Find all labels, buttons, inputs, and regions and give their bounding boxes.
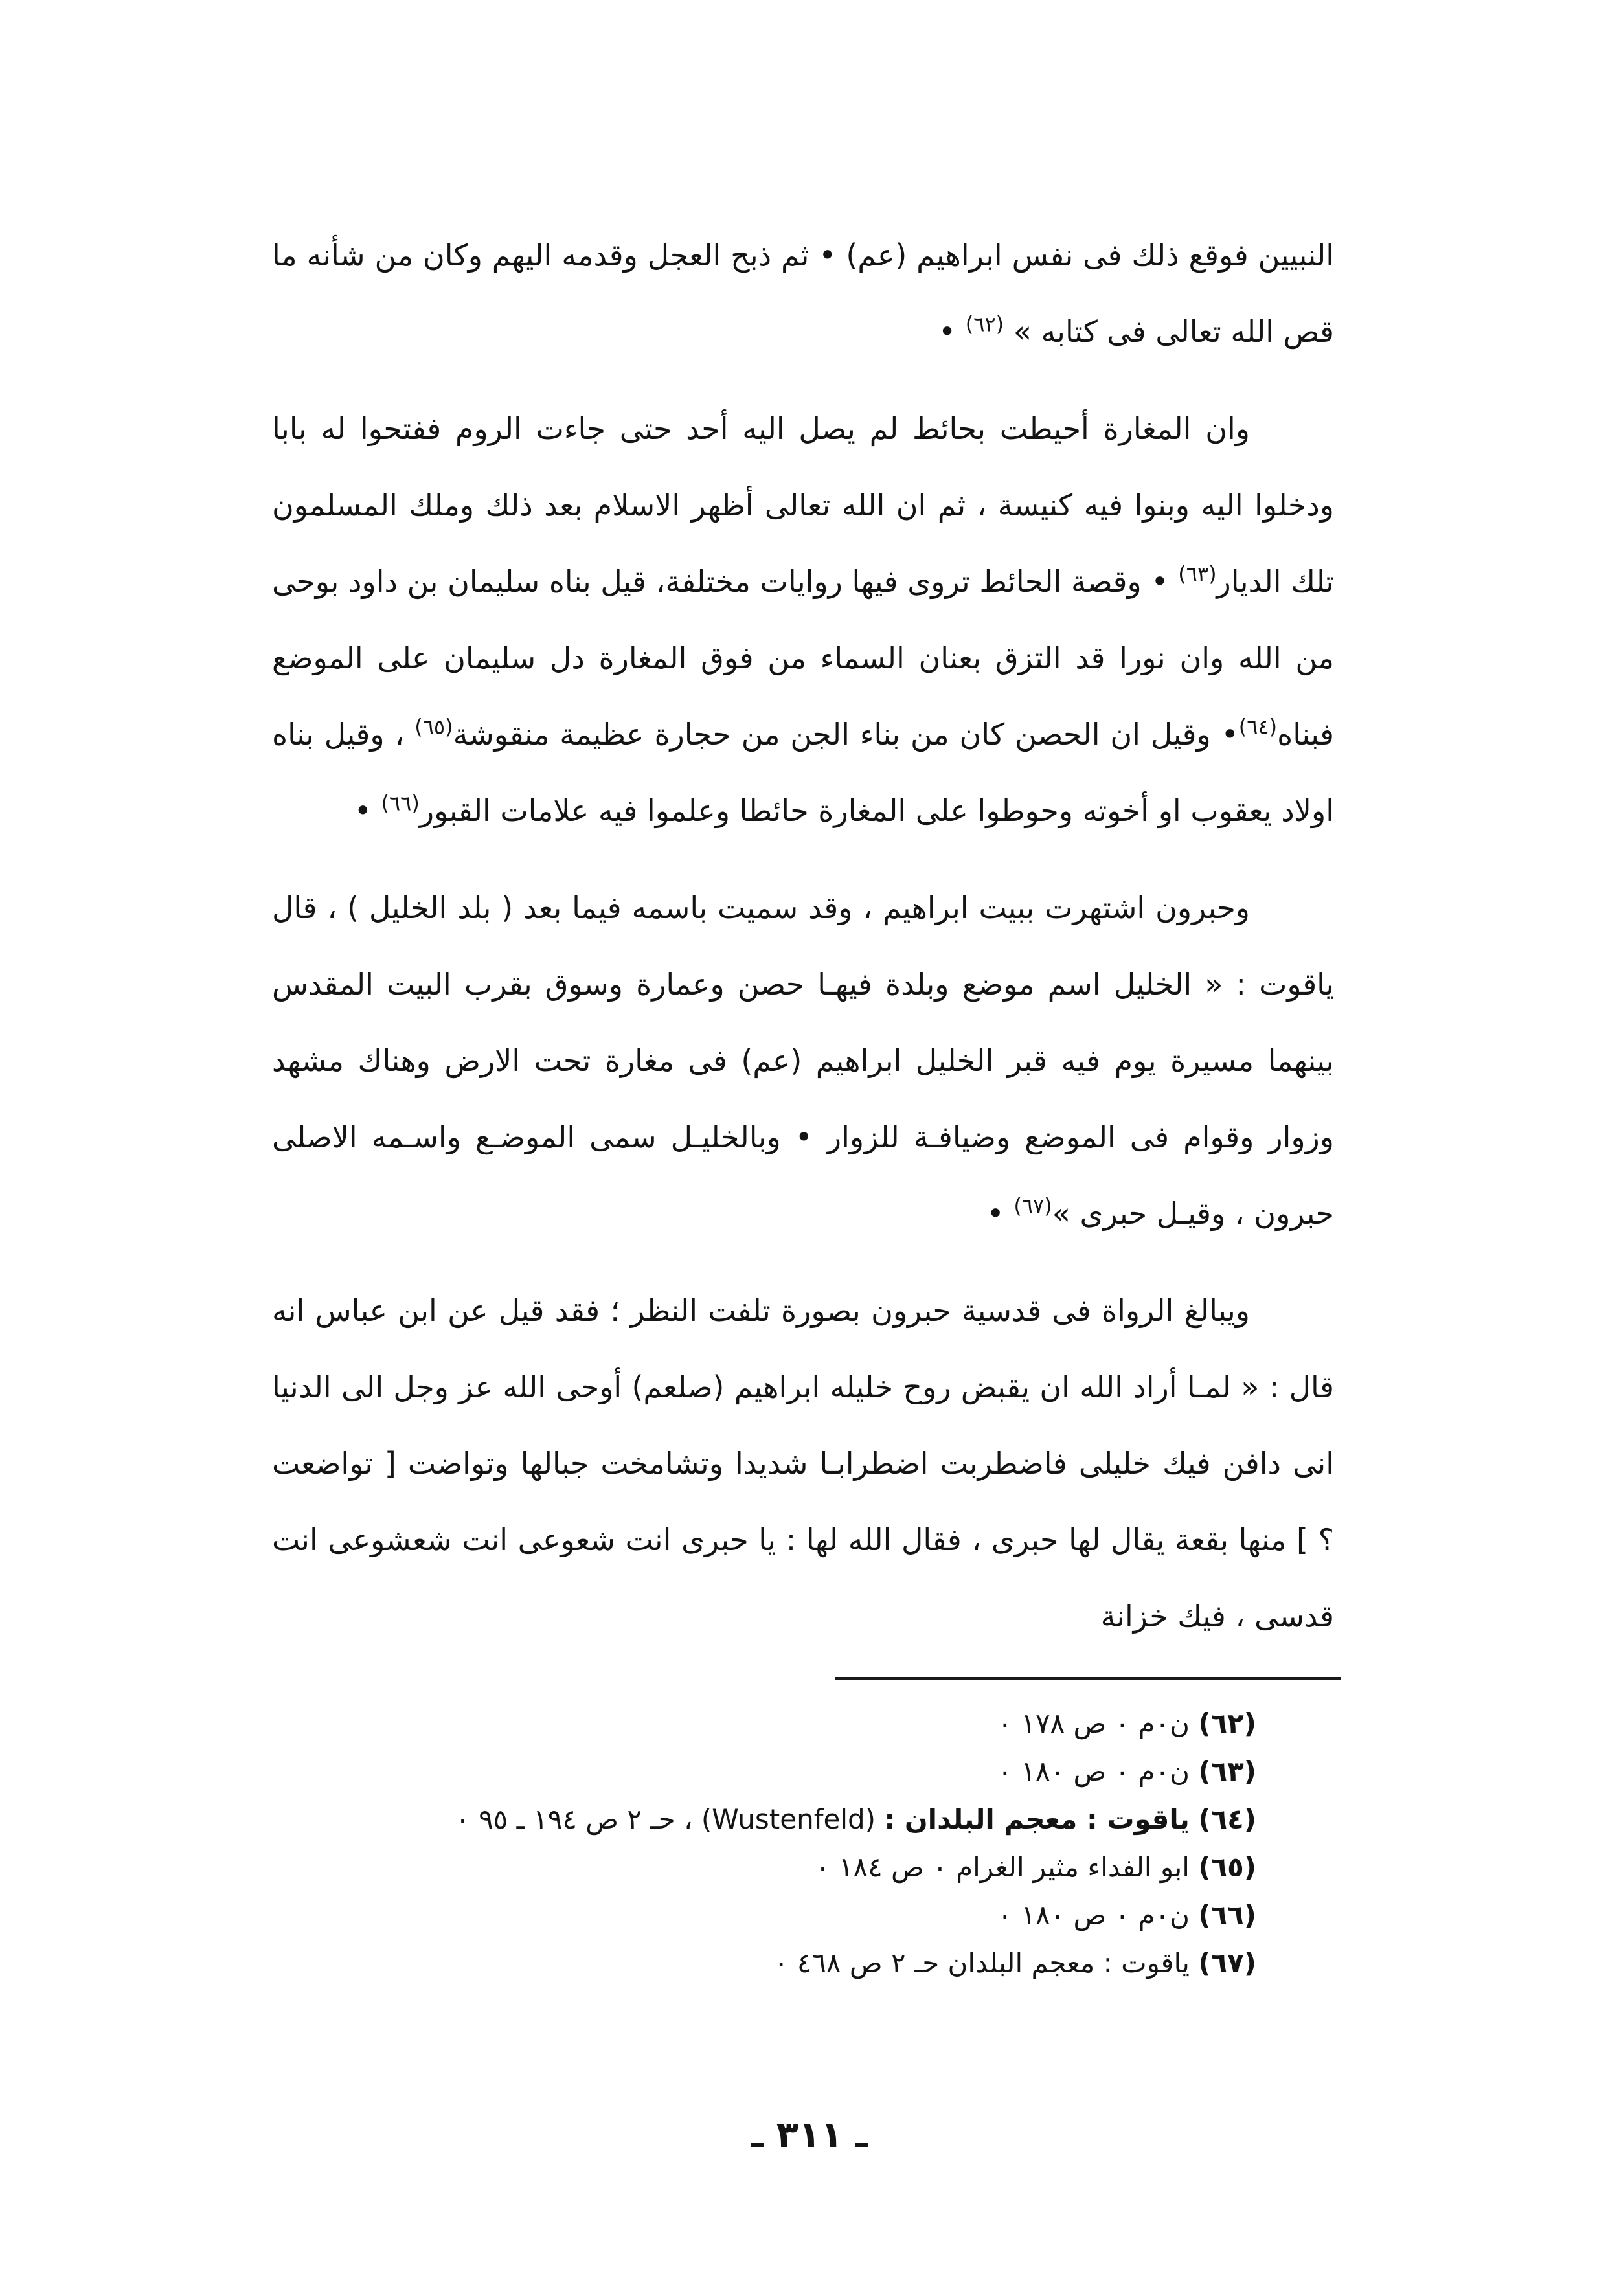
page-number: ـ ٣١١ ـ — [751, 2114, 868, 2156]
paragraph-2-text-c: • وقيل ان الحصن كان من بناء الجن من حجارة عظيمة منقوشة — [453, 717, 1239, 752]
body-text — [272, 217, 1334, 1654]
footnote-ref-62: (٦٢) — [965, 311, 1004, 337]
paragraph-1 — [272, 217, 1334, 370]
footnote-number: (٦٧) — [1198, 1947, 1256, 1979]
footnote-number: (٦٤) — [1198, 1803, 1256, 1835]
paragraph-3-text: وحبرون اشتهرت ببيت ابراهيم ، وقد سميت باسمه فيما بعد ( بلد الخليل ) ، قال ياقوت : « الخليل اسم موضع وبلدة فيهـا حصن وعمارة وسوق بقرب البيت المقدس بينهما مسيرة يوم فيه قبر الخليل ابراهيم (عم) فى مغارة تحت الارض وهناك مشهد وزوار وقوام فى الموضع وضيافـة للزوار • وبالخليـل سمى الموضـع واسـمه الاصلى حبرون ، وقيـل حبرى » — [272, 890, 1334, 1231]
footnote-text: ن٠م ٠ ص ١٨٠ ٠ — [997, 1755, 1190, 1787]
footnote-text: ياقوت : معجم البلدان حـ ٢ ص ٤٦٨ ٠ — [773, 1947, 1190, 1979]
paragraph-2-text-a: وان المغارة أحيطت بحائط لم يصل اليه أحد حتى جاءت الروم ففتحوا له بابا ودخلوا اليه وبنوا فيه كنيسة ، ثم ان الله تعالى أظهر الاسلام بعد ذلك وملك المسلمون تلك الديار — [272, 411, 1334, 599]
paragraph-4 — [272, 1272, 1334, 1654]
footnote-66 — [272, 1891, 1256, 1939]
footnote-text: ن٠م ٠ ص ١٧٨ ٠ — [997, 1707, 1190, 1739]
footnote-63 — [272, 1748, 1256, 1795]
paragraph-1-text: النبيين فوقع ذلك فى نفس ابراهيم (عم) • ثم ذبح العجل وقدمه اليهم وكان من شأنه ما قص الله تعالى فى كتابه » — [272, 238, 1334, 349]
footnote-source-title: ياقوت : معجم البلدان : — [884, 1803, 1190, 1835]
footnote-65 — [272, 1843, 1256, 1891]
footnote-text: (Wustenfeld) ، حـ ٢ ص ١٩٤ ـ ٩٥ ٠ — [455, 1803, 885, 1835]
footnote-ref-63: (٦٣) — [1178, 561, 1217, 587]
footnote-number: (٦٣) — [1198, 1755, 1256, 1787]
paragraph-3 — [272, 870, 1334, 1252]
footnote-ref-66: (٦٦) — [381, 791, 420, 816]
footnote-67 — [272, 1939, 1256, 1987]
footnote-number: (٦٢) — [1198, 1707, 1256, 1739]
paragraph-3-end: • — [986, 1196, 1014, 1231]
paragraph-2-text-d: ، وقيل بناه اولاد يعقوب او أخوته وحوطوا على المغارة حائطا وعلموا فيه علامات القبور — [272, 717, 1334, 828]
footnote-text: ن٠م ٠ ص ١٨٠ ٠ — [997, 1899, 1190, 1931]
footnote-text: ابو الفداء مثير الغرام ٠ ص ١٨٤ ٠ — [815, 1851, 1190, 1883]
footnote-64 — [272, 1795, 1256, 1843]
paragraph-1-end: • — [938, 314, 966, 349]
footnote-divider — [835, 1677, 1341, 1680]
footnote-ref-64: (٦٤) — [1238, 714, 1278, 739]
footnote-ref-67: (٦٧) — [1013, 1193, 1052, 1219]
footnote-number: (٦٥) — [1198, 1851, 1256, 1883]
paragraph-4-text: ويبالغ الرواة فى قدسية حبرون بصورة تلفت النظر ؛ فقد قيل عن ابن عباس انه قال : « لمـا أراد الله ان يقبض روح خليله ابراهيم (صلعم) أوحى الله عز وجل الى الدنيا انى دافن فيك خليلى فاضطربت اضطرابـا شديدا وتشامخت جبالها وتواضت [ تواضعت ؟ ] منها بقعة يقال لها حبرى ، فقال الله لها : يا حبرى انت شعوعى انت شعشوعى انت قدسى ، فيك خزانة — [272, 1293, 1334, 1634]
paragraph-2-text-b: • وقصة الحائط تروى فيها روايات مختلفة، قيل بناه سليمان بن داود بوحى من الله وان نورا قد التزق بعنان السماء من فوق المغارة دل سليمان على الموضع فبناه — [272, 564, 1335, 752]
footnote-number: (٦٦) — [1198, 1899, 1256, 1931]
paragraph-2 — [272, 390, 1334, 849]
footnotes — [272, 1700, 1256, 1987]
paragraph-2-end: • — [354, 793, 381, 828]
footnote-62 — [272, 1700, 1256, 1748]
footnote-ref-65: (٦٥) — [414, 714, 453, 739]
